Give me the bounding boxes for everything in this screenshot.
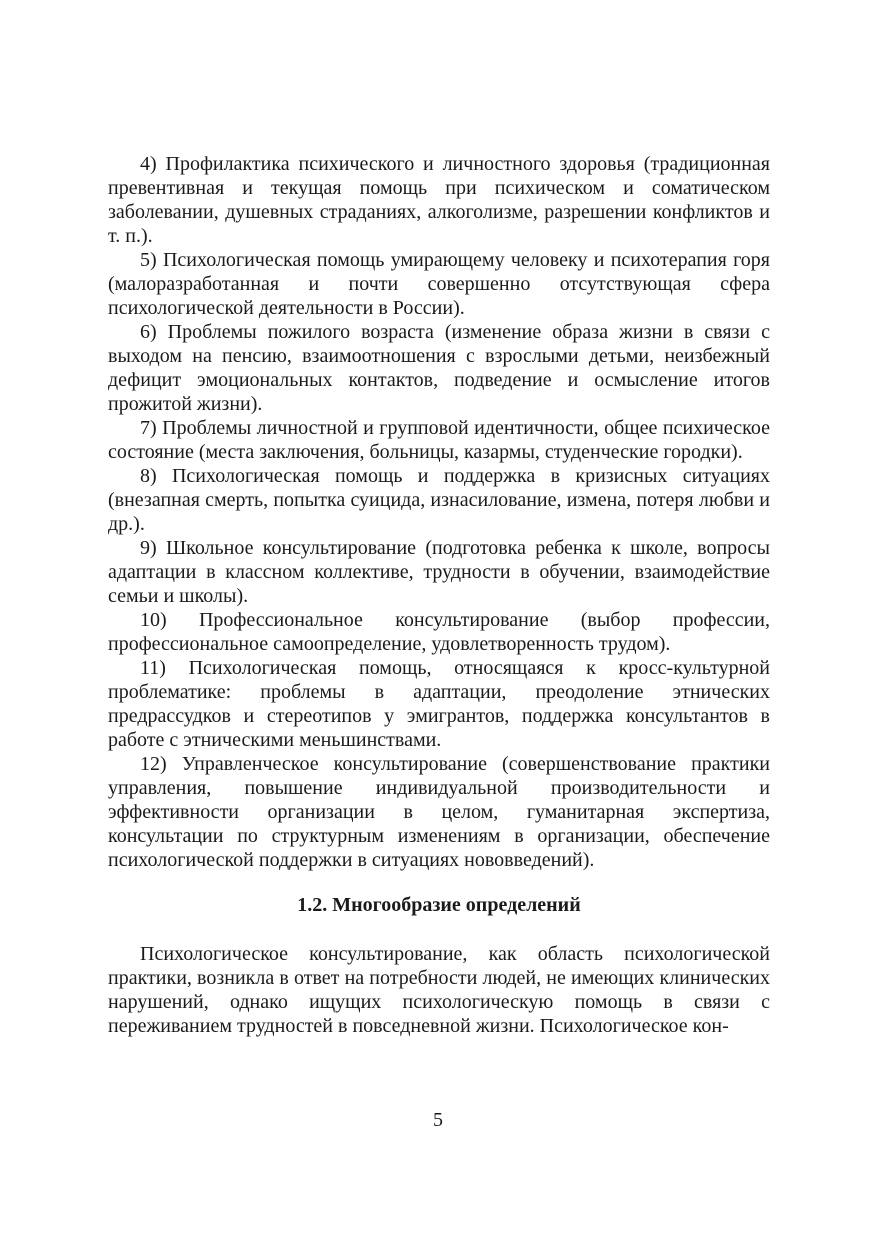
list-item: 9) Школьное консультирование (подготовка ребенка к школе, вопросы адаптации в классном коллективе, трудности в обучении, взаимодействие семьи и школы). (108, 537, 770, 607)
list-item: 6) Проблемы пожилого возраста (изменение образа жизни в связи с выходом на пенсию, взаимоотношения с взрослыми детьми, неизбежный дефицит эмоциональных контактов, подведение и осмысление итогов прожитой жизни). (108, 321, 770, 415)
page-number: 5 (433, 1109, 443, 1131)
list-item: 10) Профессиональное консультирование (выбор профессии, профессиональное самоопределение, удовлетворенность трудом). (108, 609, 770, 655)
list-item: 11) Психологическая помощь, относящаяся к кросс-культурной проблематике: проблемы в адаптации, преодоление этнических предрассудков и стереотипов у эмигрантов, поддержка консультантов в работе с этническими меньшинствами. (108, 657, 770, 751)
section-heading: 1.2. Многообразие определений (297, 894, 581, 916)
list-item: 5) Психологическая помощь умирающему человеку и психотерапия горя (малоразработанная и почти совершенно отсутствующая сфера психологической деятельности в России). (108, 249, 770, 319)
list-item: 12) Управленческое консультирование (совершенствование практики управления, повышение индивидуальной производительности и эффективности организации в целом, гуманитарная экспертиза, консультации по структурным изменениям в организации, обеспечение психологической поддержки в ситуациях нововведений). (108, 753, 770, 871)
list-item: 7) Проблемы личностной и групповой идентичности, общее психическое состояние (места заключения, больницы, казармы, студенческие городки). (108, 417, 770, 463)
list-item: 4) Профилактика психического и личностного здоровья (традиционная превентивная и текущая помощь при психическом и соматическом заболевании, душевных страданиях, алкоголизме, разрешении конфликтов и т. п.). (108, 153, 770, 247)
page-body (108, 152, 770, 1038)
list-item: 8) Психологическая помощь и поддержка в кризисных ситуациях (внезапная смерть, попытка суицида, изнасилование, измена, потеря любви и др.). (108, 465, 770, 535)
section-paragraph: Психологическое консультирование, как область психологической практики, возникла в ответ на потребности людей, не имеющих клинических нарушений, однако ищущих психологическую помощь в связи с переживанием трудностей в повседневной жизни. Психологическое кон- (108, 943, 770, 1037)
